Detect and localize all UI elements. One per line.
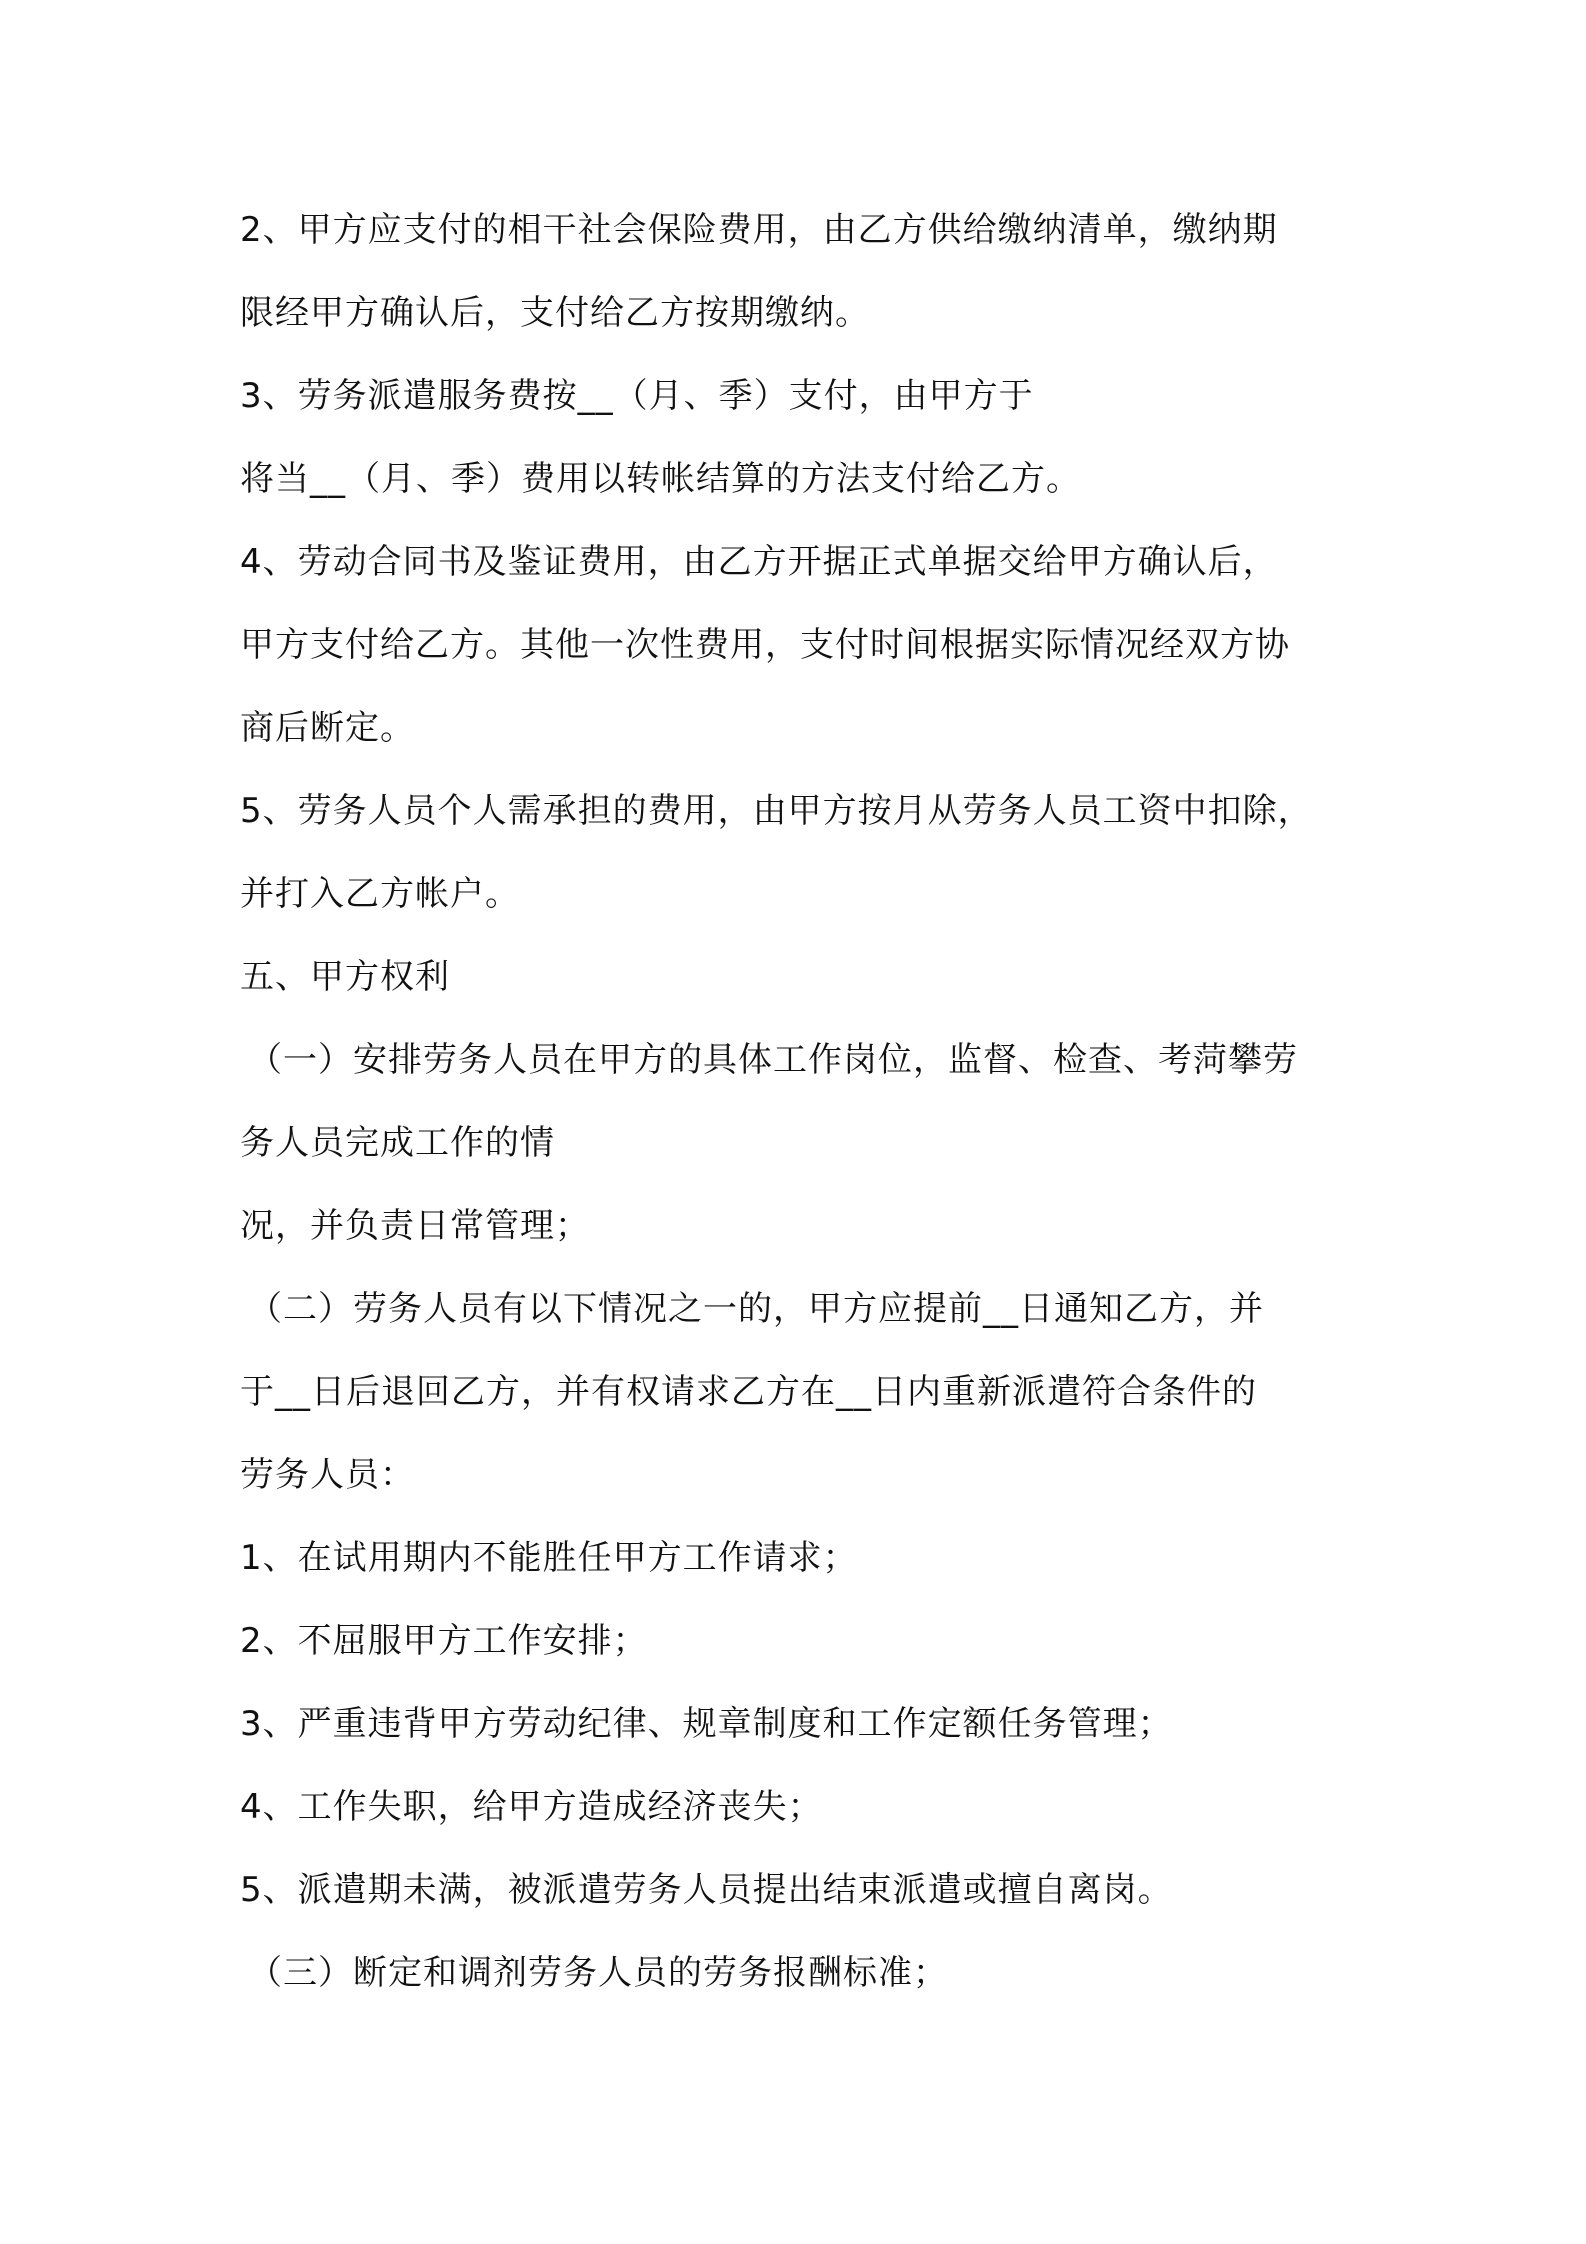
text-line-22: （三）断定和调剂劳务人员的劳务报酬标准； [248,1953,948,1993]
text-line-8: 5、劳务人员个人需承担的费用，由甲方按月从劳务人员工资中扣除， [240,791,1313,831]
list-item-4: 4、工作失职，给甲方造成经济丧失； [240,1787,823,1827]
list-item-2: 2、不屈服甲方工作安排； [240,1621,648,1661]
text-line-9: 并打入乙方帐户。 [240,874,520,914]
text-line-14: （二）劳务人员有以下情况之一的，甲方应提前__日通知乙方，并 [248,1289,1264,1329]
text-line-13: 况，并负责日常管理； [240,1206,590,1246]
list-item-1: 1、在试用期内不能胜任甲方工作请求； [240,1538,858,1578]
section-heading: 五、甲方权利 [240,957,450,997]
text-line-6: 甲方支付给乙方。其他一次性费用，支付时间根据实际情况经双方协 [240,625,1290,665]
text-line-1: 2、甲方应支付的相干社会保险费用，由乙方供给缴纳清单，缴纳期 [240,210,1278,250]
text-line-4: 将当__（月、季）费用以转帐结算的方法支付给乙方。 [240,459,1081,499]
text-line-5: 4、劳动合同书及鉴证费用，由乙方开据正式单据交给甲方确认后， [240,542,1278,582]
text-line-7: 商后断定。 [240,708,415,748]
text-line-3: 3、劳务派遣服务费按__（月、季）支付，由甲方于 [240,376,1034,416]
text-line-11: （一）安排劳务人员在甲方的具体工作岗位，监督、检查、考菏攀劳 [248,1040,1298,1080]
text-line-15: 于__日后退回乙方，并有权请求乙方在__日内重新派遣符合条件的 [240,1372,1257,1412]
text-line-12: 务人员完成工作的情 [240,1123,555,1163]
list-item-5: 5、派遣期未满，被派遣劳务人员提出结束派遣或擅自离岗。 [240,1870,1173,1910]
text-line-2: 限经甲方确认后，支付给乙方按期缴纳。 [240,293,870,333]
text-line-16: 劳务人员： [240,1455,415,1495]
list-item-3: 3、严重违背甲方劳动纪律、规章制度和工作定额任务管理； [240,1704,1173,1744]
